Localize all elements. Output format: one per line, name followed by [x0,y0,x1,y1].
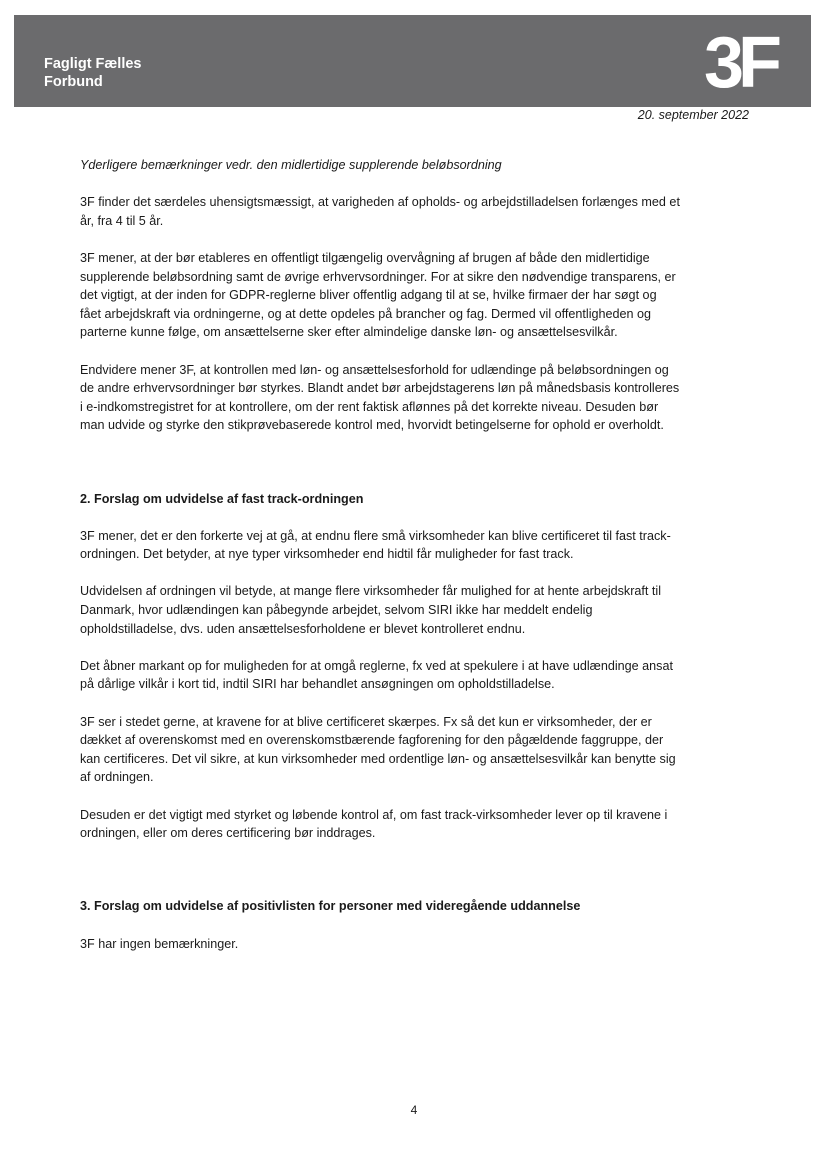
3f-logo [704,27,794,97]
paragraph: Endvidere mener 3F, at kontrollen med løn- og ansættelsesforhold for udlændinge på beløbsordningen og de andre erhvervsordninger bør styrkes. Blandt andet bør arbejdstagerens løn på månedsbasis kontrolleres i e-indkomstregistret for at kontrollere, om der rent faktisk aflønnes på det korrekte niveau. Desuden bør man udvide og styrke den stikprøvebaserede kontrol med, hvorvidt betingelserne for ophold er overholdt. [80,362,680,433]
section-heading: 2. Forslag om udvidelse af fast track-ordningen [80,491,364,506]
org-name-line2: Forbund [44,74,103,90]
paragraph: 3F finder det særdeles uhensigtsmæssigt, at varigheden af opholds- og arbejdstilladelsen forlænges med et år, fra 4 til 5 år. [80,195,680,228]
paragraph: 3F mener, at der bør etableres en offentligt tilgængelig overvågning af brugen af både den midlertidige supplerende beløbsordning samt de øvrige erhvervsordninger. For at sikre den nødvendige transparens, er det vigtigt, at der inden for GDPR-reglerne bliver offentlig adgang til at se, hvilke firmaer der har søgt og fået arbejdskraft via ordningerne, og at dette opdeles på brancher og fag. Dermed vil offentligheden og parterne kunne følge, om ansættelserne sker efter almindelige danske løn- og ansættelsesvilkår. [80,250,676,340]
paragraph: 3F ser i stedet gerne, at kravene for at blive certificeret skærpes. Fx så det kun er virksomheder, der er dækket af overenskomst med en overenskomstbærende fagforening for den pågældende faggruppe, der kan certificeres. Det vil sikre, at kun virksomheder med ordentlige løn- og ansættelsesvilkår kan benytte sig af ordningen. [80,714,676,785]
org-name [44,55,142,91]
paragraph: Desuden er det vigtigt med styrket og løbende kontrol af, om fast track-virksomheder lever op til kravene i ordningen, eller om deres certificering bør inddrages. [80,807,668,841]
paragraph: 3F har ingen bemærkninger. [80,936,239,951]
3f-logo-text: 3F [704,27,777,97]
paragraph: 3F mener, det er den forkerte vej at gå, at endnu flere små virksomheder kan blive certificeret til fast track-ordningen. Det betyder, at nye typer virksomheder end hidtil får muligheder for fast track. [80,528,671,562]
paragraph: Udvidelsen af ordningen vil betyde, at mange flere virksomheder får mulighed for at hente arbejdskraft til Danmark, hvor udlændingen kan påbegynde arbejdet, selvom SIRI ikke har meddelt endelig opholdstilladelse, dvs. uden ansættelsesforholdene er blevet kontrolleret endnu. [80,584,662,636]
org-name-line1: Fagligt Fælles [44,56,142,72]
document-body [80,156,680,972]
page-number: 4 [410,1103,418,1117]
section-heading: 3. Forslag om udvidelse af positivlisten for personer med videregående uddannelse [80,899,581,914]
document-subtitle: Yderligere bemærkninger vedr. den midlertidige supplerende beløbsordning [80,158,502,172]
header-band [14,15,811,107]
section-spacer [80,454,680,490]
section-spacer [80,861,680,897]
paragraph: Det åbner markant op for muligheden for at omgå reglerne, fx ved at spekulere i at have udlændinge ansat på dårlige vilkår i kort tid, indtil SIRI har behandlet ansøgningen om opholdstilladelse. [80,658,673,692]
document-date: 20. september 2022 [637,108,749,122]
